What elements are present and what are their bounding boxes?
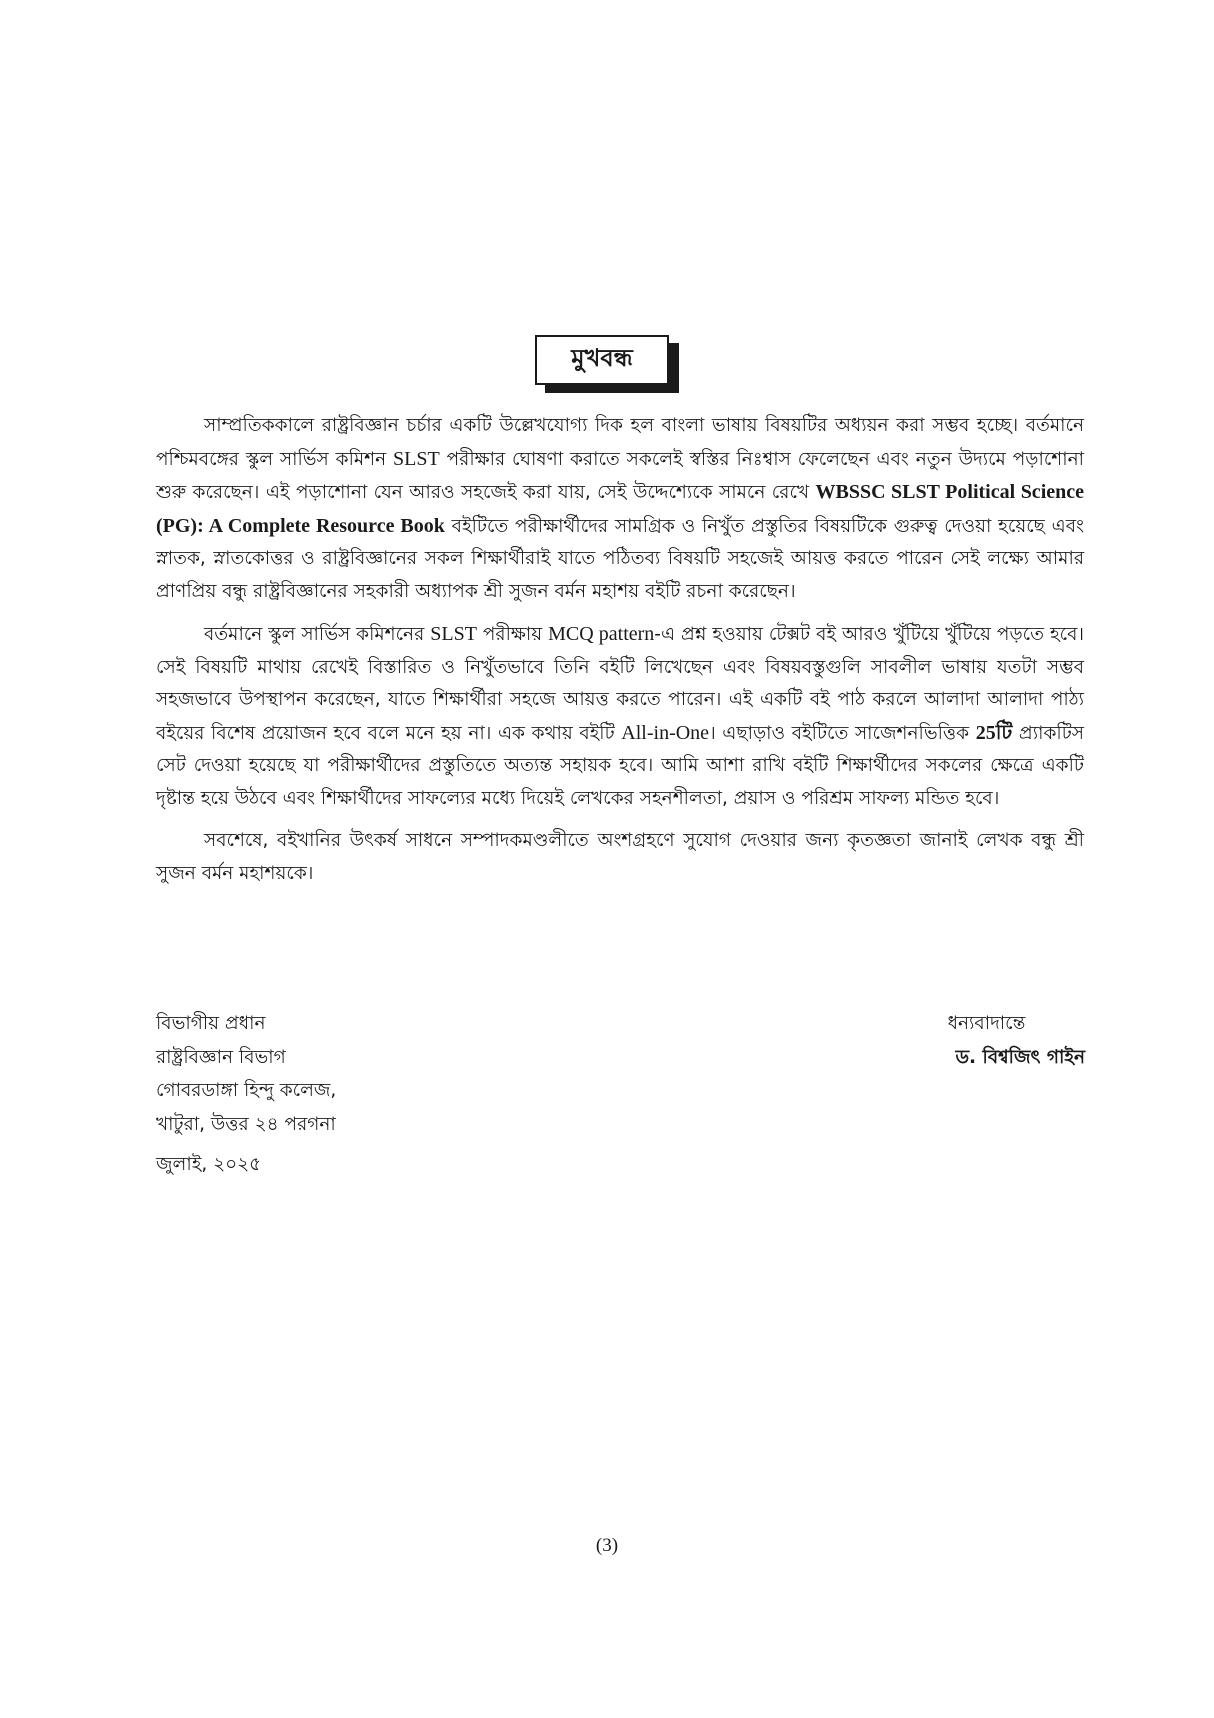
text-segment: All-in-One bbox=[621, 721, 710, 744]
paragraph-1 bbox=[156, 410, 1084, 608]
address: খাটুরা, উত্তর ২৪ পরগনা bbox=[156, 1113, 336, 1135]
text-segment: পরীক্ষায় bbox=[476, 624, 549, 645]
department: রাষ্ট্রবিজ্ঞান বিভাগ bbox=[156, 1046, 286, 1068]
title-box bbox=[535, 335, 669, 385]
text-segment: । এছাড়াও বইটিতে সাজেশনভিত্তিক bbox=[709, 722, 976, 744]
page-title: মুখবন্ধ bbox=[535, 335, 669, 385]
signature-left-block bbox=[156, 1007, 336, 1141]
closing-salutation: ধন্যবাদান্তে bbox=[947, 1013, 1026, 1034]
text-segment: পরীক্ষার ঘোষণা করাতে সকলেই স্বস্তির নিঃশ্বাস ফেলেছেন এবং নতুন উদ্যমে পড়াশোনা শুরু করেছেন। এই পড়াশোনা যেন আরও সহজেই করা যায়, সেই উদ্দেশ্যেকে সামনে রেখে bbox=[156, 448, 1084, 503]
text-segment: MCQ pattern bbox=[548, 623, 655, 645]
text-segment: বইটিতে পরীক্ষার্থীদের সামগ্রিক ও নিখুঁত প্রস্তুতির বিষয়টিকে গুরুত্ব দেওয়া হয়েছে এবং স্নাতক, স্নাতকোত্তর ও রাষ্ট্রবিজ্ঞানের সকল শিক্ষার্থীরাই যাতে পঠিতব্য বিষয়টি সহজেই আয়ত্ত করতে পারেন সেই লক্ষ্যে আমার প্রাণপ্রিয় বন্ধু রাষ্ট্রবিজ্ঞানের সহকারী অধ্যাপক শ্রী সুজন বর্মন মহাশয় বইটি রচনা করেছেন। bbox=[156, 515, 1084, 602]
text-segment: প্র্যাকটিস সেট দেওয়া হয়েছে যা পরীক্ষার্থীদের প্রস্তুতিতে অত্যন্ত সহায়ক হবে। আমি আশা রাখি বইটি শিক্ষার্থীদের সকলের ক্ষেত্রে একটি দৃষ্টান্ত হয়ে উঠবে এবং শিক্ষার্থীদের সাফল্যের মধ্যে দিয়েই লেখকের সহনশীলতা, প্রয়াস ও পরিশ্রম সাফল্য মন্ডিত হবে। bbox=[156, 722, 1085, 809]
signature-right-block bbox=[880, 1007, 1085, 1074]
preface-body bbox=[156, 410, 1084, 900]
text-segment: SLST bbox=[393, 447, 440, 470]
designation: বিভাগীয় প্রধান bbox=[156, 1013, 266, 1034]
paragraph-2 bbox=[156, 618, 1084, 815]
book-title: WBSSC SLST Political Science (PG): A Complete Resource Book bbox=[156, 481, 1084, 537]
text-segment: SLST bbox=[430, 623, 477, 645]
college: গোবরডাঙ্গা হিন্দু কলেজ, bbox=[156, 1080, 337, 1101]
practice-set-count: 25টি bbox=[975, 721, 1013, 744]
text-segment: সবশেষে, বইখানির উৎকর্ষ সাধনে সম্পাদকমণ্ডলীতে অংশগ্রহণে সুযোগ দেওয়ার জন্য কৃতজ্ঞতা জানাই লেখক বন্ধু শ্রী সুজন বর্মন মহাশয়কে। bbox=[156, 830, 1084, 884]
paragraph-3 bbox=[156, 825, 1084, 890]
text-segment: সাম্প্রতিককালে রাষ্ট্রবিজ্ঞান চর্চার একটি উল্লেখযোগ্য দিক হল বাংলা ভাষায় বিষয়টির অধ্যয়ন করা সম্ভব হচ্ছে। বর্তমানে পশ্চিমবঙ্গের স্কুল সার্ভিস কমিশন bbox=[156, 415, 1084, 470]
page-number: (3) bbox=[595, 1535, 619, 1556]
text-segment: -এ প্রশ্ন হওয়ায় টেক্সট বই আরও খুঁটিয়ে খুঁটিয়ে পড়তে হবে। সেই বিষয়টি মাথায় রেখেই বিস্তারিত ও নিখুঁতভাবে তিনি বইটি লিখেছেন এবং বিষয়বস্তুগুলি সাবলীল ভাষায় যতটা সম্ভব সহজভাবে উপস্থাপন করেছেন, যাতে শিক্ষার্থীরা সহজে আয়ত্ত করতে পারেন। এই একটি বই পাঠ করলে আলাদা আলাদা পাঠ্য বইয়ের বিশেষ প্রয়োজন হবে বলে মনে হয় না। এক কথায় বইটি bbox=[156, 624, 1085, 744]
signature-date: জুলাই, ২০২৫ bbox=[156, 1154, 262, 1175]
signatory-name: ড. বিশ্বজিৎ গাইন bbox=[955, 1046, 1085, 1068]
text-segment: বর্তমানে স্কুল সার্ভিস কমিশনের bbox=[204, 624, 431, 645]
